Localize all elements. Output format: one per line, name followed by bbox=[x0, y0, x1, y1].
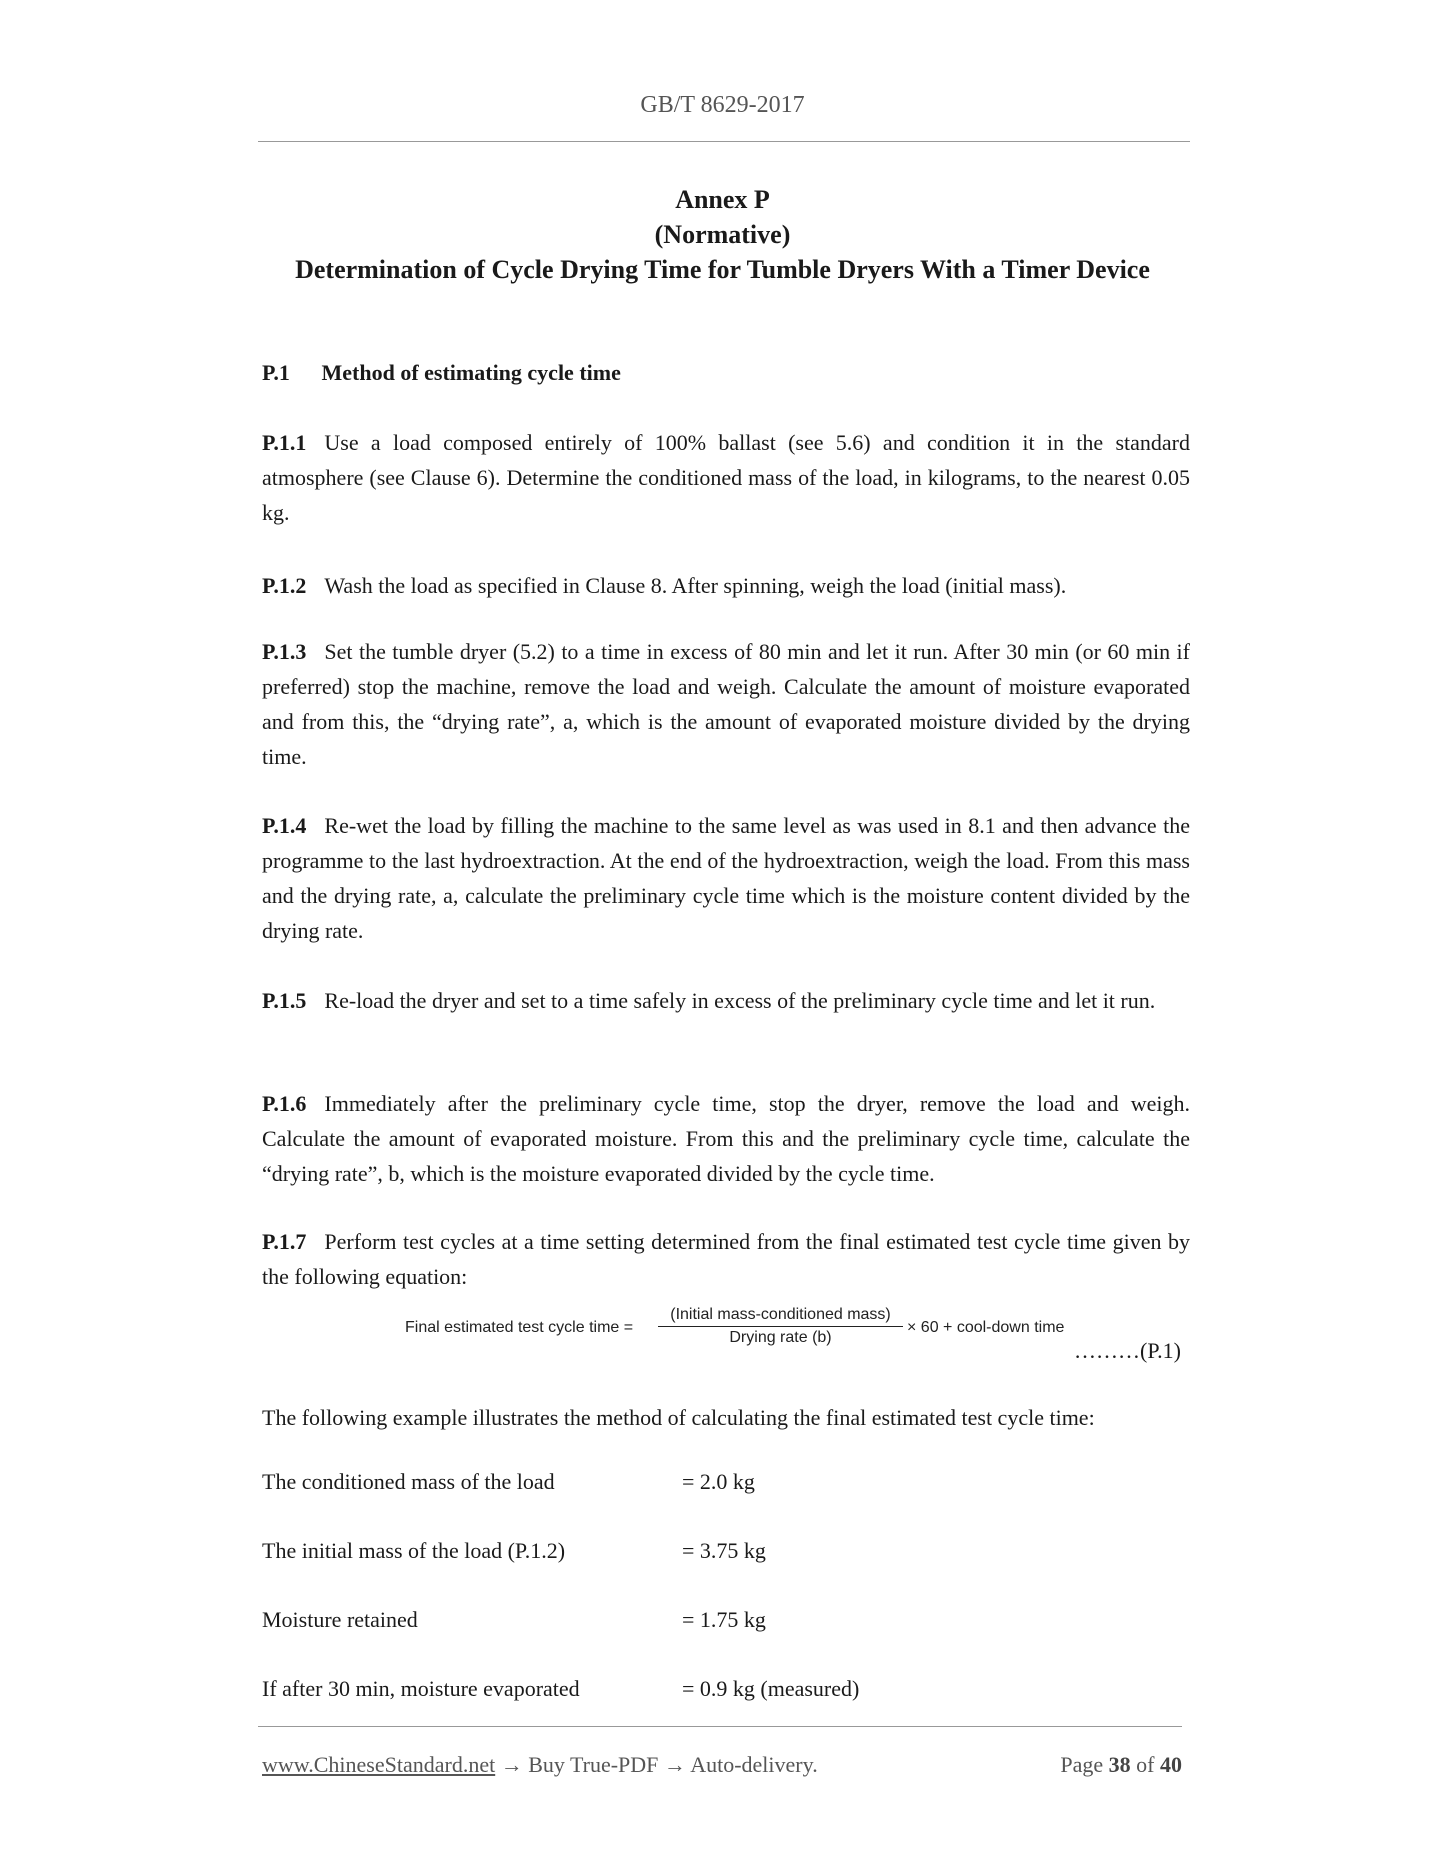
paragraph-text: Use a load composed entirely of 100% ballast (see 5.6) and condition it in the standard atmosphere (see Clause 6). Determine the conditioned mass of the load, in kilograms, to the nearest 0.05 kg. bbox=[262, 430, 1190, 525]
paragraph-text: Perform test cycles at a time setting determined from the final estimated test cycle time given by the following equation: bbox=[262, 1229, 1190, 1289]
paragraph bbox=[262, 1086, 1190, 1191]
paragraph-text: Immediately after the preliminary cycle time, stop the dryer, remove the load and weigh. Calculate the amount of evaporated moisture. From this and the preliminary cycle time, calculate the “drying rate”, b, which is the moisture evaporated divided by the cycle time. bbox=[262, 1091, 1190, 1186]
example-label: Moisture retained bbox=[262, 1607, 418, 1632]
section-heading bbox=[262, 360, 621, 386]
example-label: The conditioned mass of the load bbox=[262, 1469, 555, 1494]
example-label: The initial mass of the load (P.1.2) bbox=[262, 1538, 566, 1563]
page-number: 38 bbox=[1108, 1752, 1131, 1777]
example-row bbox=[262, 1469, 755, 1495]
page-indicator bbox=[1060, 1752, 1182, 1778]
paragraph-number: P.1.1 bbox=[262, 430, 307, 455]
formula-rhs: × 60 + cool-down time bbox=[907, 1319, 1065, 1336]
arrow-right-icon: → bbox=[663, 1752, 686, 1777]
formula-fraction bbox=[658, 1306, 903, 1347]
formula-numerator: (Initial mass-conditioned mass) bbox=[658, 1306, 903, 1327]
paragraph-text: Re-load the dryer and set to a time safely in excess of the preliminary cycle time and let it run. bbox=[324, 988, 1156, 1013]
paragraph-number: P.1.7 bbox=[262, 1229, 307, 1254]
example-value: = 2.0 kg bbox=[682, 1469, 755, 1494]
formula-denominator: Drying rate (b) bbox=[729, 1329, 832, 1346]
example-value: = 3.75 kg bbox=[682, 1538, 766, 1563]
example-label: If after 30 min, moisture evaporated bbox=[262, 1676, 580, 1701]
document-id-header: GB/T 8629-2017 bbox=[640, 92, 805, 118]
paragraph bbox=[262, 808, 1190, 948]
paragraph-text: Re-wet the load by filling the machine to the same level as was used in 8.1 and then advance the programme to the last hydroextraction. At the end of the hydroextraction, weigh the load. From this mass and the drying rate, a, calculate the preliminary cycle time which is the moisture content divided by the drying rate. bbox=[262, 813, 1190, 943]
paragraph-number: P.1.3 bbox=[262, 639, 307, 664]
paragraph-number: P.1.2 bbox=[262, 573, 307, 598]
example-value: = 0.9 kg (measured) bbox=[682, 1676, 860, 1701]
auto-delivery-text: Auto-delivery. bbox=[690, 1752, 818, 1777]
paragraph bbox=[262, 634, 1190, 774]
equation-reference: ………(P.1) bbox=[1074, 1338, 1181, 1363]
paragraph-number: P.1.5 bbox=[262, 988, 307, 1013]
paragraph bbox=[262, 983, 1190, 1018]
paragraph-number: P.1.6 bbox=[262, 1091, 307, 1116]
example-row bbox=[262, 1676, 859, 1702]
page-label: Page bbox=[1060, 1752, 1104, 1777]
annex-subtitle: Determination of Cycle Drying Time for Tumble Dryers With a Timer Device bbox=[295, 255, 1150, 284]
example-value: = 1.75 kg bbox=[682, 1607, 766, 1632]
page-footer bbox=[262, 1752, 1182, 1778]
paragraph-text: Wash the load as specified in Clause 8. After spinning, weigh the load (initial mass). bbox=[324, 573, 1067, 598]
of-label: of bbox=[1136, 1752, 1155, 1777]
example-row bbox=[262, 1607, 766, 1633]
annex-type: (Normative) bbox=[654, 220, 791, 249]
paragraph bbox=[262, 1224, 1190, 1294]
example-intro: The following example illustrates the method of calculating the final estimated test cycle time: bbox=[262, 1405, 1095, 1430]
site-link[interactable]: www.ChineseStandard.net bbox=[262, 1752, 496, 1777]
header-divider bbox=[258, 141, 1190, 142]
example-row bbox=[262, 1538, 766, 1564]
paragraph bbox=[262, 425, 1190, 530]
formula-lhs: Final estimated test cycle time = bbox=[405, 1319, 634, 1336]
paragraph-number: P.1.4 bbox=[262, 813, 307, 838]
total-pages: 40 bbox=[1160, 1752, 1182, 1777]
buy-pdf-text: Buy True-PDF bbox=[528, 1752, 659, 1777]
annex-title: Annex P bbox=[675, 185, 770, 214]
footer-divider bbox=[258, 1726, 1182, 1727]
arrow-right-icon: → bbox=[500, 1752, 523, 1777]
section-number: P.1 bbox=[262, 360, 290, 385]
section-title: Method of estimating cycle time bbox=[321, 360, 621, 385]
paragraph bbox=[262, 568, 1190, 603]
paragraph-text: Set the tumble dryer (5.2) to a time in excess of 80 min and let it run. After 30 min (or 60 min if preferred) stop the machine, remove the load and weigh. Calculate the amount of moisture evaporated and from this, the “drying rate”, a, which is the amount of evaporated moisture divided by the drying time. bbox=[262, 639, 1190, 769]
